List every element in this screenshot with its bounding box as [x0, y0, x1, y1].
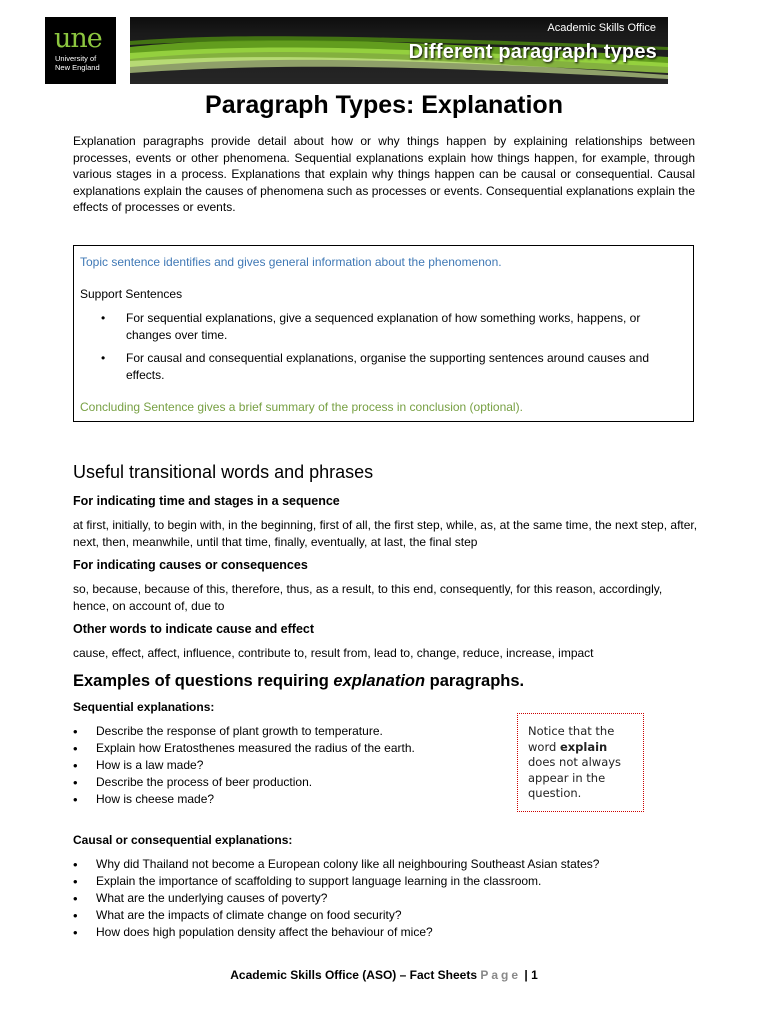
list-item: • Explain the importance of scaffolding to support language learning in the classroom. — [73, 873, 599, 890]
logo-text: une — [54, 23, 102, 54]
other-words: cause, effect, affect, influence, contribute to, result from, lead to, change, reduce, increase, impact — [73, 646, 594, 660]
examples-heading: Examples of questions requiring explanation paragraphs. — [73, 672, 525, 690]
support-sentences-heading: Support Sentences — [80, 287, 183, 301]
list-item: • Why did Thailand not become a European colony like all neighbouring Southeast Asian states? — [73, 856, 599, 873]
causes-heading: For indicating causes or consequences — [73, 558, 308, 572]
header — [45, 17, 668, 84]
causal-list — [73, 856, 599, 941]
notice-callout: Notice that the word explain does not always appear in the question. — [517, 713, 644, 812]
list-item: • How is a law made? — [73, 757, 415, 774]
intro-paragraph: Explanation paragraphs provide detail about how or why things happen by explaining relationships between processes, events or other phenomena. Sequential explanations explain how things happen, for example, through various stages in a process. Explanations that explain why things happen can be causal or consequential. Causal explanations explain the causes of phenomena such as processes or events. Consequential explanations explain the effects of processes or events. — [73, 134, 695, 214]
page-label: Page — [480, 968, 522, 982]
paragraph-structure-box — [73, 245, 694, 422]
logo-subtitle: University of New England — [55, 54, 100, 72]
list-item: • How does high population density affect the behaviour of mice? — [73, 924, 599, 941]
header-banner — [130, 17, 668, 84]
time-words: at first, initially, to begin with, in the beginning, first of all, the first step, while, as, at the same time, the next step, after, next, then, meanwhile, until that time, finally, eventually, at last, the final step — [73, 518, 698, 549]
footer: Academic Skills Office (ASO) – Fact Sheets Page | 1 — [230, 968, 538, 982]
causes-words: so, because, because of this, therefore, thus, as a result, to this end, consequently, for this reason, accordingly, hence, on account of, due to — [73, 582, 663, 613]
transitions-heading: Useful transitional words and phrases — [73, 462, 374, 482]
page-title: Paragraph Types: Explanation — [205, 91, 563, 119]
list-item: • Describe the response of plant growth to temperature. — [73, 723, 415, 740]
list-item: • What are the underlying causes of poverty? — [73, 890, 599, 907]
list-item: • What are the impacts of climate change on food security? — [73, 907, 599, 924]
list-item: • For sequential explanations, give a sequenced explanation of how something works, happens, or changes over time. — [74, 310, 686, 343]
concluding-sentence-text: Concluding Sentence gives a brief summary of the process in conclusion (optional). — [80, 400, 523, 414]
sequential-heading: Sequential explanations: — [73, 700, 215, 714]
sequential-list — [73, 723, 415, 808]
other-heading: Other words to indicate cause and effect — [73, 622, 315, 636]
une-logo — [45, 17, 116, 84]
support-list — [74, 310, 695, 390]
causal-heading: Causal or consequential explanations: — [73, 833, 293, 847]
banner-title: Different paragraph types — [408, 41, 657, 63]
office-label: Academic Skills Office — [547, 22, 656, 34]
list-item: • Explain how Eratosthenes measured the radius of the earth. — [73, 740, 415, 757]
topic-sentence-text: Topic sentence identifies and gives general information about the phenomenon. — [80, 255, 502, 269]
time-heading: For indicating time and stages in a sequence — [73, 494, 340, 508]
list-item: • Describe the process of beer production. — [73, 774, 415, 791]
page-number: 1 — [531, 968, 538, 982]
list-item: • For causal and consequential explanations, organise the supporting sentences around causes and effects. — [74, 350, 686, 383]
list-item: • How is cheese made? — [73, 791, 415, 808]
